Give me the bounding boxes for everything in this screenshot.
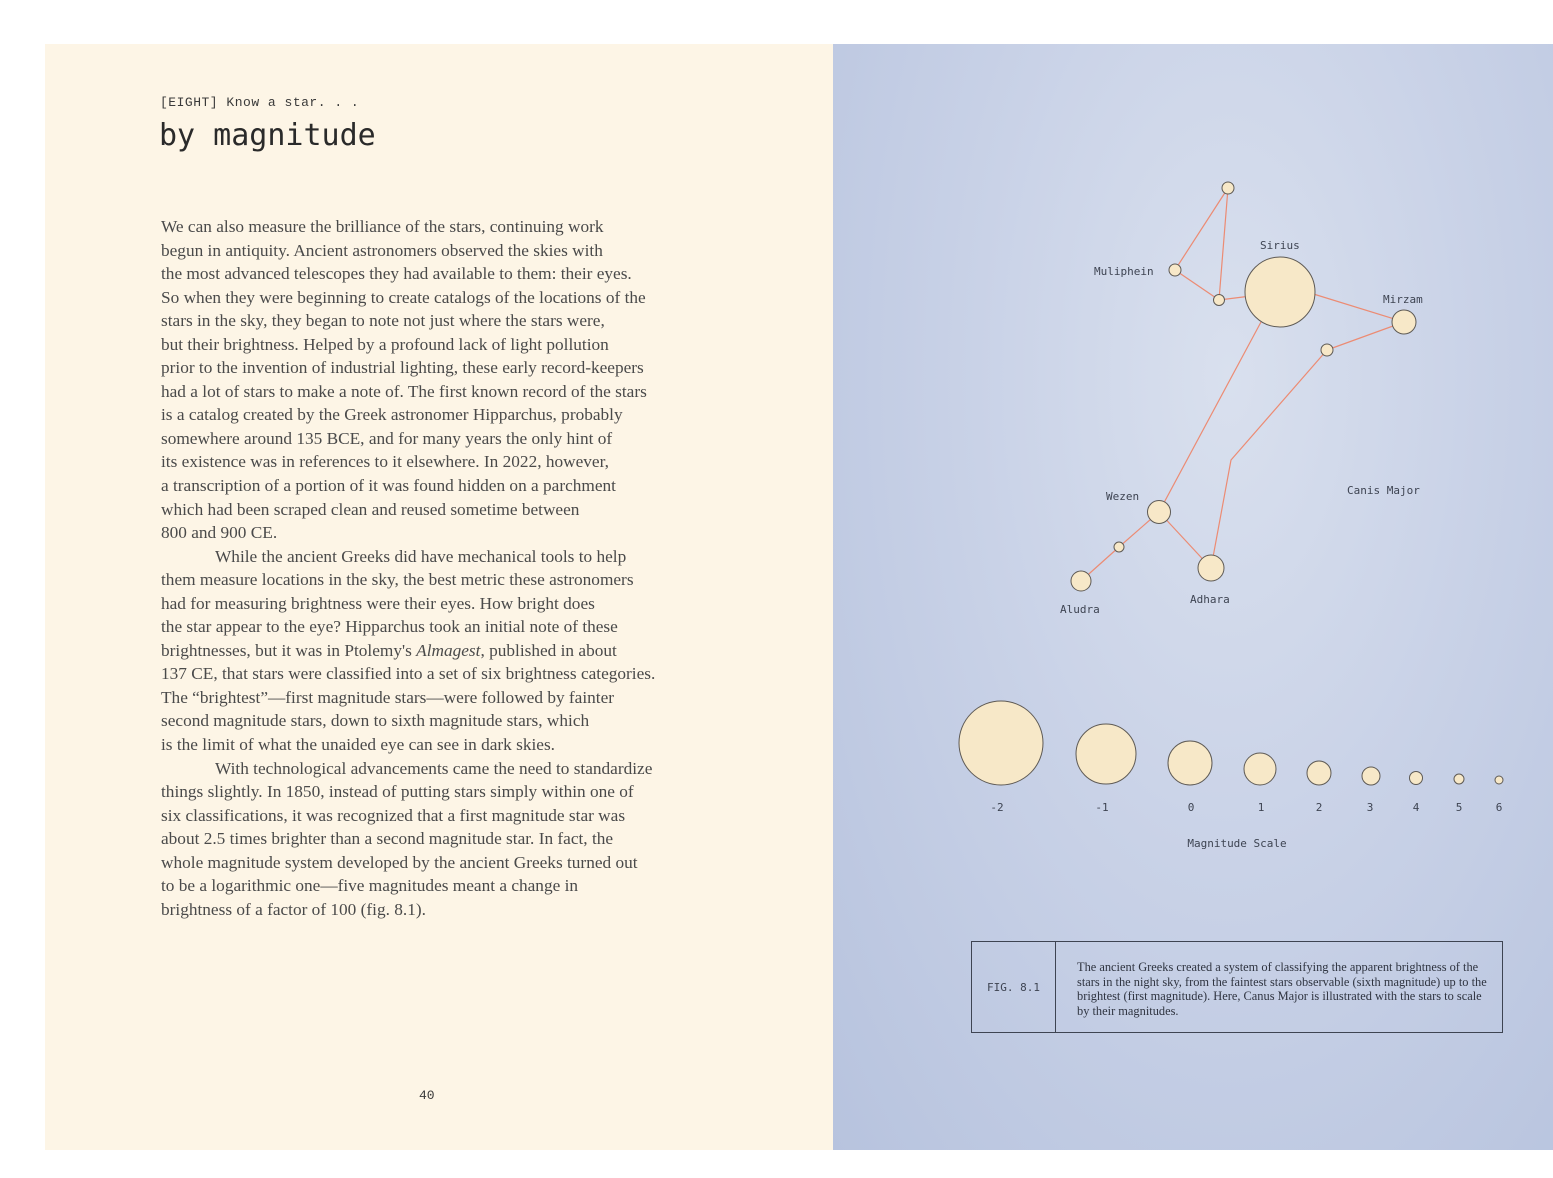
scale-dot-0 bbox=[1168, 741, 1212, 785]
label-adhara: Adhara bbox=[1190, 593, 1230, 606]
star-small-near-sirius bbox=[1214, 295, 1225, 306]
scale-dot-2 bbox=[1307, 761, 1331, 785]
scale-label-minus1: -1 bbox=[1095, 801, 1109, 814]
text-line: to be a logarithmic one—five magnitudes meant a change in bbox=[161, 876, 579, 896]
text-line: things slightly. In 1850, instead of putting stars simply within one of bbox=[161, 782, 634, 802]
scale-label-1: 1 bbox=[1257, 801, 1265, 814]
text-line: stars in the sky, they began to note not just where the stars were, bbox=[161, 311, 605, 331]
scale-label-6: 6 bbox=[1495, 801, 1503, 814]
text-line: The “brightest”—first magnitude stars—were followed by fainter bbox=[161, 687, 615, 707]
label-muliphein: Muliphein bbox=[1094, 265, 1154, 278]
text-line: begun in antiquity. Ancient astronomers observed the skies with bbox=[161, 240, 603, 260]
text-line: is a catalog created by the Greek astronomer Hipparchus, probably bbox=[161, 405, 623, 425]
text-line: With technological advancements came the need to standardize bbox=[215, 758, 653, 778]
text-line: the most advanced telescopes they had available to them: their eyes. bbox=[161, 264, 632, 284]
scale-label-5: 5 bbox=[1455, 801, 1463, 814]
magnitude-scale bbox=[959, 701, 1503, 785]
text-line: We can also measure the brilliance of the stars, continuing work bbox=[161, 217, 604, 236]
text-line: but their brightness. Helped by a profound lack of light pollution bbox=[161, 334, 609, 354]
scale-dot-6 bbox=[1495, 776, 1503, 784]
star-wezen bbox=[1148, 501, 1171, 524]
book-spread bbox=[45, 44, 1553, 1150]
text-line-part: , published in about bbox=[480, 640, 617, 660]
star-small-right bbox=[1321, 344, 1333, 356]
text-line: second magnitude stars, down to sixth magnitude stars, which bbox=[161, 711, 590, 731]
magnitude-labels bbox=[990, 801, 1502, 850]
label-wezen: Wezen bbox=[1106, 490, 1140, 503]
star-top bbox=[1222, 182, 1234, 194]
book-title-almagest: Almagest bbox=[416, 640, 481, 660]
left-page bbox=[45, 44, 833, 1150]
text-line: had for measuring brightness were their eyes. How bright does bbox=[161, 593, 595, 613]
text-line: So when they were beginning to create catalogs of the locations of the bbox=[161, 287, 646, 307]
star-aludra bbox=[1071, 571, 1091, 591]
text-line: 137 CE, that stars were classified into a set of six brightness categories. bbox=[161, 664, 656, 684]
label-constellation: Canis Major bbox=[1347, 484, 1420, 497]
scale-dot-1 bbox=[1244, 753, 1276, 785]
star-muliphein bbox=[1169, 264, 1181, 276]
text-line: whole magnitude system developed by the ancient Greeks turned out bbox=[161, 852, 638, 872]
constellation-stars bbox=[1071, 182, 1416, 591]
star-adhara bbox=[1198, 555, 1224, 581]
paragraph-1 bbox=[161, 215, 721, 545]
figure-caption-label: FIG. 8.1 bbox=[972, 942, 1056, 1032]
scale-dot-minus2 bbox=[959, 701, 1043, 785]
star-mirzam bbox=[1392, 310, 1416, 334]
page-number: 40 bbox=[419, 1088, 435, 1103]
star-labels bbox=[1060, 239, 1423, 616]
text-line: a transcription of a portion of it was found hidden on a parchment bbox=[161, 476, 616, 496]
scale-title: Magnitude Scale bbox=[1187, 837, 1287, 850]
chapter-label: [EIGHT] Know a star. . . bbox=[160, 95, 360, 110]
text-line: the star appear to the eye? Hipparchus took an initial note of these bbox=[161, 617, 618, 637]
figure-caption-box bbox=[971, 941, 1503, 1033]
text-line: somewhere around 135 BCE, and for many years the only hint of bbox=[161, 428, 613, 448]
scale-label-3: 3 bbox=[1366, 801, 1374, 814]
label-sirius: Sirius bbox=[1260, 239, 1300, 252]
text-line: 800 and 900 CE. bbox=[161, 523, 278, 543]
text-line: which had been scraped clean and reused sometime between bbox=[161, 499, 580, 519]
scale-label-0: 0 bbox=[1187, 801, 1195, 814]
scale-label-2: 2 bbox=[1315, 801, 1323, 814]
paragraph-3 bbox=[161, 757, 721, 922]
label-mirzam: Mirzam bbox=[1383, 293, 1423, 306]
figure-caption-text: The ancient Greeks created a system of classifying the apparent brightness of the stars in the night sky, from the faintest stars observable (sixth magnitude) up to the brightest (first magnitude). Here, Canus Major is illustrated with the stars to scale by their magnitudes. bbox=[1077, 960, 1487, 1018]
text-line: six classifications, it was recognized that a first magnitude star was bbox=[161, 805, 626, 825]
right-page-figure bbox=[833, 44, 1553, 1150]
scale-dot-minus1 bbox=[1076, 724, 1136, 784]
text-line: them measure locations in the sky, the best metric these astronomers bbox=[161, 570, 634, 590]
scale-dot-5 bbox=[1454, 774, 1464, 784]
scale-label-minus2: -2 bbox=[990, 801, 1004, 814]
star-small-mid bbox=[1114, 542, 1124, 552]
chapter-title: by magnitude bbox=[159, 118, 376, 153]
text-line: its existence was in references to it elsewhere. In 2022, however, bbox=[161, 452, 609, 472]
star-sirius bbox=[1245, 257, 1315, 327]
text-line: brightness of a factor of 100 (fig. 8.1). bbox=[161, 899, 426, 919]
text-line: While the ancient Greeks did have mechanical tools to help bbox=[215, 546, 627, 566]
scale-label-4: 4 bbox=[1412, 801, 1420, 814]
text-line: prior to the invention of industrial lighting, these early record-keepers bbox=[161, 358, 644, 378]
scale-dot-4 bbox=[1410, 772, 1423, 785]
text-line: about 2.5 times brighter than a second magnitude star. In fact, the bbox=[161, 829, 614, 849]
label-aludra: Aludra bbox=[1060, 603, 1100, 616]
text-line: is the limit of what the unaided eye can see in dark skies. bbox=[161, 735, 555, 755]
text-line: had a lot of stars to make a note of. The first known record of the stars bbox=[161, 381, 647, 401]
paragraph-2 bbox=[161, 545, 721, 757]
text-line-part: brightnesses, but it was in Ptolemy's bbox=[161, 640, 417, 660]
body-text bbox=[161, 215, 721, 921]
constellation-lines bbox=[1081, 188, 1404, 581]
scale-dot-3 bbox=[1362, 767, 1380, 785]
